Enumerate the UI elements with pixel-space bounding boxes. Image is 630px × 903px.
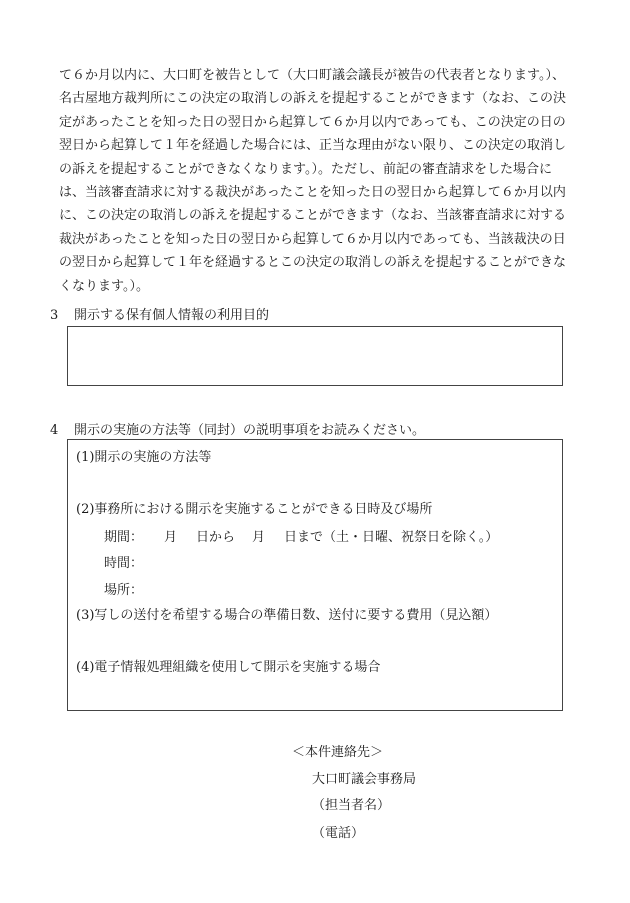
notice-line: 裁決があったことを知った日の翌日から起算して６か月以内であっても、当該裁決の日: [59, 231, 566, 247]
notice-line: 翌日から起算して１年を経過した場合には、正当な理由がない限り、この決定の取消し: [59, 138, 567, 154]
method-item-2: (2)事務所における開示を実施することができる日時及び場所: [76, 502, 433, 517]
notice-line: 名古屋地方裁判所にこの決定の取消しの訴えを提起することができます（なお、この決: [59, 91, 567, 107]
period-from-day: 日から: [196, 530, 236, 545]
period-row: [104, 526, 498, 545]
place-label: 場所：: [104, 583, 144, 598]
period-month-2: 月: [252, 530, 266, 545]
purpose-box: [67, 326, 563, 386]
time-label: 時間：: [104, 556, 144, 571]
notice-line: て６か月以内に、大口町を被告として（大口町議会議長が被告の代表者となります。）、: [59, 68, 565, 83]
notice-line: の訴えを提起することができなくなります。）。ただし、前記の審査請求をした場合に: [59, 161, 552, 177]
method-item-3: (3)写しの送付を希望する場合の準備日数、送付に要する費用（見込額）: [76, 608, 498, 623]
section-4-heading: [50, 419, 425, 438]
contact-office: 大口町議会事務局: [312, 772, 417, 787]
period-to-day: 日まで（土・日曜、祝祭日を除く。）: [284, 530, 499, 545]
period-month-1: 月: [164, 530, 178, 545]
section-4-title: 開示の実施の方法等（同封）の説明事項をお読みください。: [74, 423, 426, 438]
section-3-title: 開示する保有個人情報の利用目的: [74, 308, 270, 323]
contact-heading: ＜本件連絡先＞: [292, 745, 384, 760]
contact-phone: （電話）: [312, 826, 365, 841]
notice-line: に、この決定の取消しの訴えを提起することができます（なお、当該審査請求に対する: [59, 208, 567, 224]
section-4-number: 4: [50, 423, 59, 438]
method-item-1: (1)開示の実施の方法等: [76, 450, 212, 465]
notice-paragraph: [59, 64, 587, 298]
method-item-4: (4)電子情報処理組織を使用して開示を実施する場合: [76, 660, 381, 675]
contact-person: （担当者名）: [312, 798, 391, 813]
notice-line: は、当該審査請求に対する裁決があったことを知った日の翌日から起算して６か月以内: [59, 184, 566, 200]
notice-line: の翌日から起算して１年を経過するとこの決定の取消しの訴えを提起することができな: [59, 255, 567, 271]
notice-line: くなります。）。: [59, 278, 149, 294]
notice-line: 定があったことを知った日の翌日から起算して６か月以内であっても、この決定の日の: [59, 114, 566, 130]
section-3-heading: [50, 304, 269, 323]
section-3-number: 3: [50, 308, 59, 323]
period-label: 期間：: [104, 530, 144, 545]
